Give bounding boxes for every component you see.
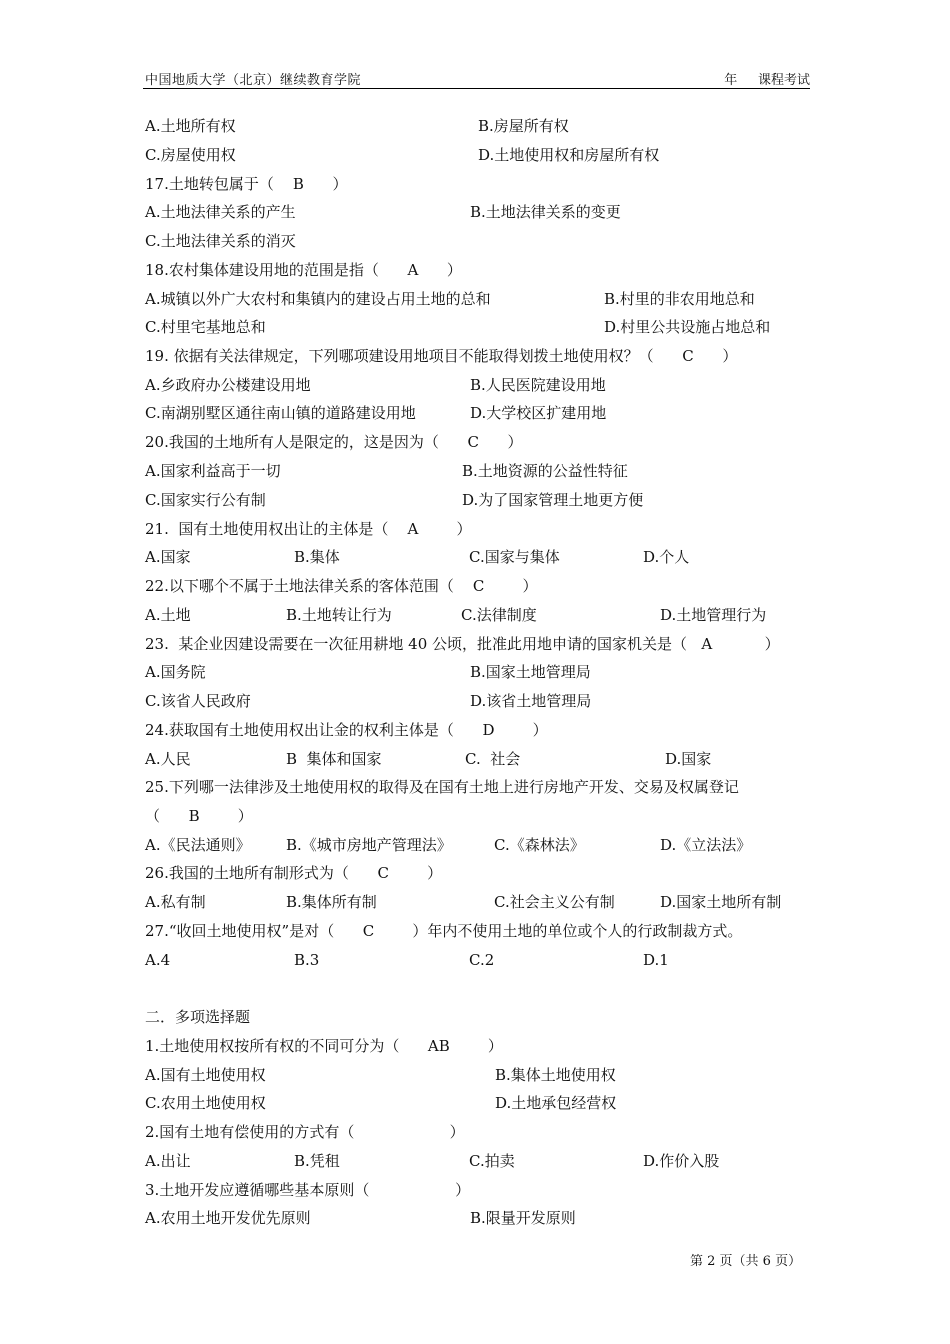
q21-option-a: A.国家 xyxy=(145,548,191,566)
m2-option-a: A.出让 xyxy=(145,1152,191,1170)
q16-option-c: C.房屋使用权 xyxy=(145,146,236,164)
q24-option-a: A.人民 xyxy=(145,750,191,768)
q25-stem-answer: （ B ） xyxy=(145,807,253,825)
q26-option-b: B.集体所有制 xyxy=(286,893,377,911)
q19-stem: 19. 依据有关法律规定，下列哪项建设用地项目不能取得划拨土地使用权？（ C ） xyxy=(145,347,738,365)
header-exam: 课程考试 xyxy=(757,73,810,88)
q17-option-b: B.土地法律关系的变更 xyxy=(470,203,621,221)
q25-option-b: B.《城市房地产管理法》 xyxy=(286,836,452,854)
q18-option-b: B.村里的非农用地总和 xyxy=(604,290,755,308)
q24-stem: 24.获取国有土地使用权出让金的权利主体是（ D ） xyxy=(145,721,548,739)
q18-option-c: C.村里宅基地总和 xyxy=(145,318,266,336)
q23-option-c: C.该省人民政府 xyxy=(145,692,251,710)
q21-stem: 21. 国有土地使用权出让的主体是（ A ） xyxy=(145,520,472,538)
q26-option-d: D.国家土地所有制 xyxy=(660,893,782,911)
q26-stem: 26.我国的土地所有制形式为（ C ） xyxy=(145,864,443,882)
q20-stem: 20.我国的土地所有人是限定的，这是因为（ C ） xyxy=(145,433,523,451)
q17-option-c: C.土地法律关系的消灭 xyxy=(145,232,296,250)
q24-option-b: B 集体和国家 xyxy=(286,750,382,768)
q18-option-d: D.村里公共设施占地总和 xyxy=(604,318,771,336)
section-title-multiple-choice: 二．多项选择题 xyxy=(145,1008,251,1026)
header-institution: 中国地质大学（北京）继续教育学院 xyxy=(145,73,362,88)
q24-option-c: C. 社会 xyxy=(465,750,521,768)
q20-option-a: A.国家利益高于一切 xyxy=(145,462,281,480)
q19-option-d: D.大学校区扩建用地 xyxy=(470,404,607,422)
q23-option-d: D.该省土地管理局 xyxy=(470,692,592,710)
q25-option-c: C.《森林法》 xyxy=(494,836,585,854)
q19-option-b: B.人民医院建设用地 xyxy=(470,376,606,394)
m3-option-b: B.限量开发原则 xyxy=(470,1209,576,1227)
q25-stem: 25.下列哪一法律涉及土地使用权的取得及在国有土地上进行房地产开发、交易及权属登记 xyxy=(145,778,739,796)
q26-option-a: A.私有制 xyxy=(145,893,206,911)
m1-option-d: D.土地承包经营权 xyxy=(495,1094,617,1112)
q22-option-c: C.法律制度 xyxy=(461,606,537,624)
q21-option-b: B.集体 xyxy=(294,548,340,566)
m2-stem: 2.国有土地有偿使用的方式有（ ） xyxy=(145,1123,465,1141)
q19-option-a: A.乡政府办公楼建设用地 xyxy=(145,376,311,394)
q17-option-a: A.土地法律关系的产生 xyxy=(145,203,296,221)
q27-option-c: C.2 xyxy=(469,951,495,969)
q22-option-b: B.土地转让行为 xyxy=(286,606,392,624)
m1-stem: 1.土地使用权按所有权的不同可分为（ AB ） xyxy=(145,1037,503,1055)
q23-option-a: A.国务院 xyxy=(145,663,206,681)
q24-option-d: D.国家 xyxy=(665,750,712,768)
q23-option-b: B.国家土地管理局 xyxy=(470,663,591,681)
q22-stem: 22.以下哪个不属于土地法律关系的客体范围（ C ） xyxy=(145,577,538,595)
m3-option-a: A.农用土地开发优先原则 xyxy=(145,1209,311,1227)
q21-option-d: D.个人 xyxy=(643,548,690,566)
q23-stem: 23. 某企业因建设需要在一次征用耕地 40 公顷，批准此用地申请的国家机关是（ A ） xyxy=(145,635,780,653)
q27-option-b: B.3 xyxy=(294,951,320,969)
m2-option-b: B.凭租 xyxy=(294,1152,340,1170)
m2-option-c: C.拍卖 xyxy=(469,1152,515,1170)
q16-option-b: B.房屋所有权 xyxy=(478,117,569,135)
m1-option-b: B.集体土地使用权 xyxy=(495,1066,616,1084)
q17-stem: 17.土地转包属于（ B ） xyxy=(145,175,348,193)
q20-option-b: B.土地资源的公益性特征 xyxy=(462,462,628,480)
m3-stem: 3.土地开发应遵循哪些基本原则（ ） xyxy=(145,1181,471,1199)
m1-option-a: A.国有土地使用权 xyxy=(145,1066,266,1084)
q16-option-a: A.土地所有权 xyxy=(145,117,236,135)
q18-option-a: A.城镇以外广大农村和集镇内的建设占用土地的总和 xyxy=(145,290,491,308)
q22-option-d: D.土地管理行为 xyxy=(660,606,767,624)
q25-option-a: A.《民法通则》 xyxy=(145,836,251,854)
q25-option-d: D.《立法法》 xyxy=(660,836,752,854)
q27-option-d: D.1 xyxy=(643,951,669,969)
header-divider xyxy=(143,88,810,89)
q20-option-d: D.为了国家管理土地更方便 xyxy=(462,491,644,509)
m2-option-d: D.作价入股 xyxy=(643,1152,720,1170)
page-number: 第 2 页（共 6 页） xyxy=(690,1254,802,1269)
q26-option-c: C.社会主义公有制 xyxy=(494,893,615,911)
q19-option-c: C.南湖别墅区通往南山镇的道路建设用地 xyxy=(145,404,416,422)
q27-option-a: A.4 xyxy=(145,951,171,969)
q18-stem: 18.农村集体建设用地的范围是指（ A ） xyxy=(145,261,462,279)
q22-option-a: A.土地 xyxy=(145,606,191,624)
m1-option-c: C.农用土地使用权 xyxy=(145,1094,266,1112)
q21-option-c: C.国家与集体 xyxy=(469,548,560,566)
q16-option-d: D.土地使用权和房屋所有权 xyxy=(478,146,660,164)
header-exam-title xyxy=(724,69,810,88)
header-year: 年 xyxy=(724,73,738,88)
q20-option-c: C.国家实行公有制 xyxy=(145,491,266,509)
q27-stem: 27.“收回土地使用权”是对（ C ）年内不使用土地的单位或个人的行政制裁方式。 xyxy=(145,922,743,940)
